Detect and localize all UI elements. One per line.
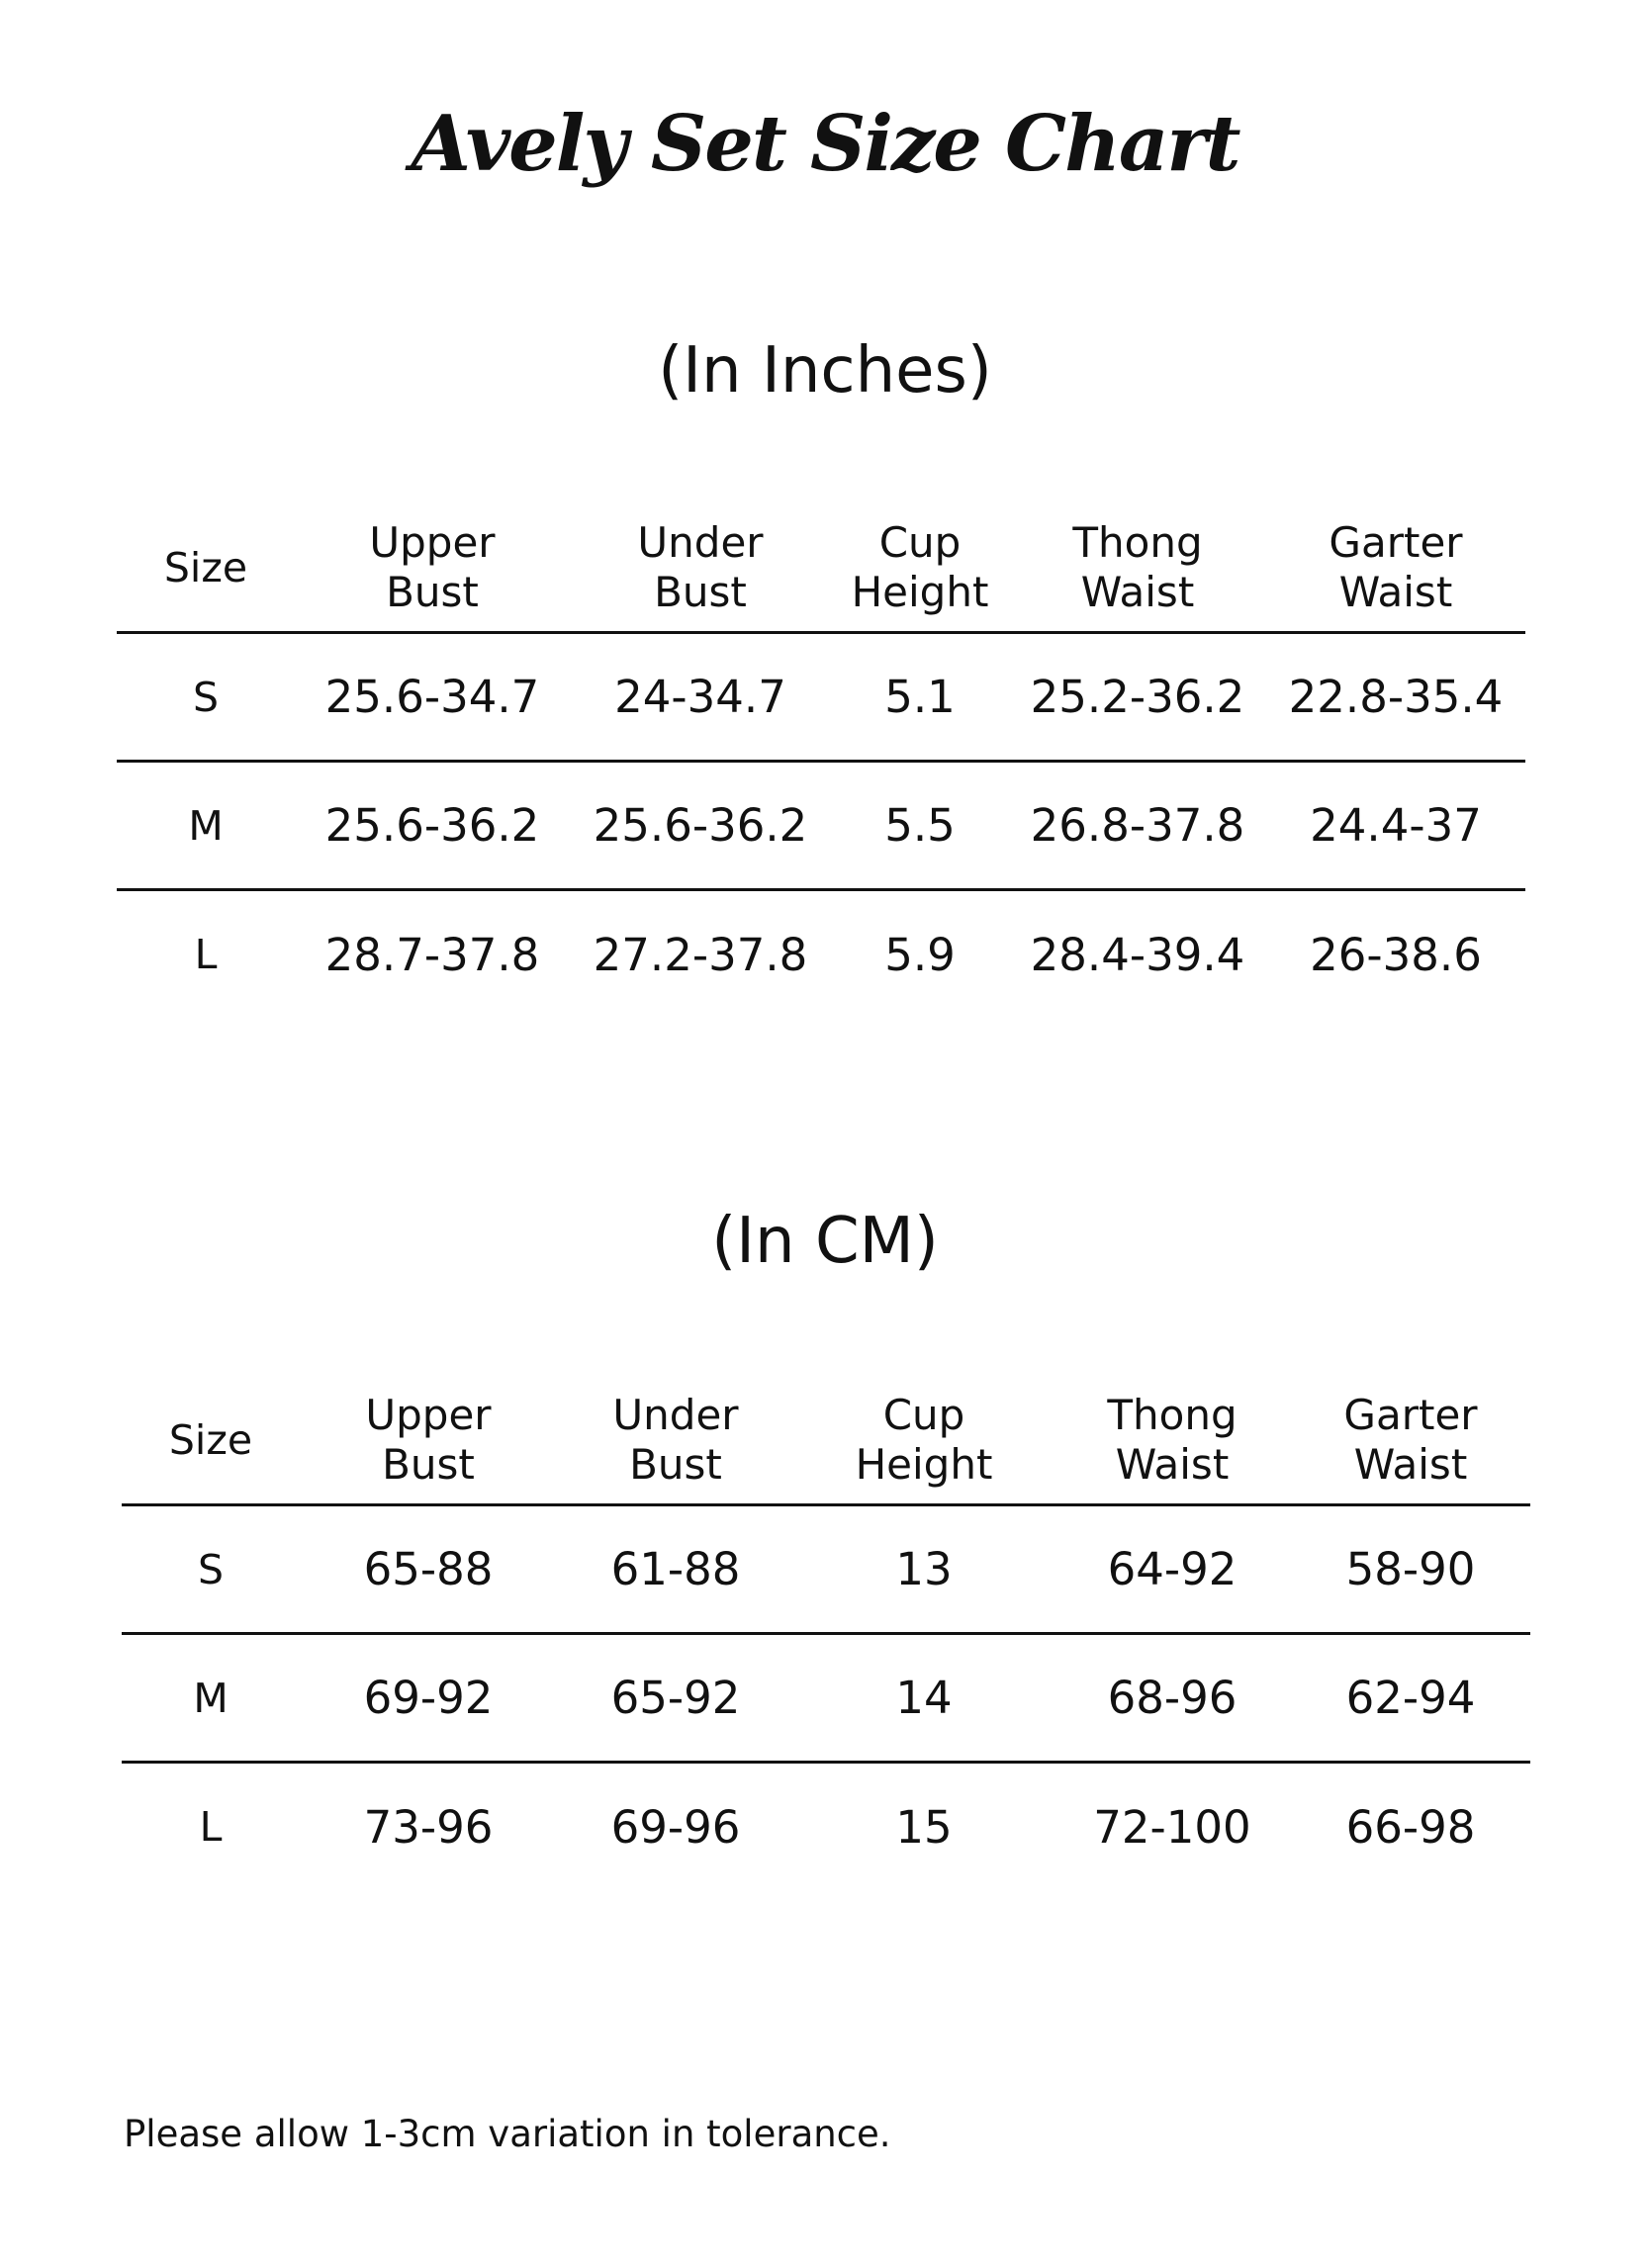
table-row — [122, 1505, 1530, 1634]
table-row — [122, 1763, 1530, 1891]
thong-waist-cell: 25.2-36.2 — [1030, 671, 1245, 723]
table-row — [117, 890, 1525, 1019]
cup-height-cell: 14 — [895, 1672, 953, 1724]
thong-waist-cell: 72-100 — [1093, 1800, 1251, 1854]
upper-bust-cell: 25.6-36.2 — [324, 799, 540, 852]
cm-size-table — [122, 1377, 1530, 1891]
column-header-garter-waist: Garter Waist — [1329, 518, 1463, 616]
column-header-thong-waist: Thong Waist — [1072, 518, 1203, 616]
garter-waist-cell: 22.8-35.4 — [1288, 671, 1504, 723]
column-header-garter-waist: Garter Waist — [1343, 1391, 1478, 1489]
cm-section-title: (In CM) — [711, 1205, 939, 1278]
under-bust-cell: 25.6-36.2 — [593, 799, 808, 852]
table-row — [117, 633, 1525, 762]
under-bust-cell: 69-96 — [610, 1800, 741, 1854]
size-cell: M — [188, 801, 224, 850]
column-header-thong-waist: Thong Waist — [1107, 1391, 1238, 1489]
column-header-under-bust: Under Bust — [612, 1391, 739, 1489]
column-header-upper-bust: Upper Bust — [365, 1391, 492, 1489]
under-bust-cell: 24-34.7 — [614, 671, 786, 723]
tolerance-note: Please allow 1-3cm variation in tolerance. — [124, 2113, 891, 2155]
column-header-under-bust: Under Bust — [637, 518, 764, 616]
under-bust-cell: 61-88 — [610, 1543, 741, 1595]
cup-height-cell: 5.5 — [884, 799, 956, 852]
upper-bust-cell: 73-96 — [363, 1800, 494, 1854]
upper-bust-cell: 28.7-37.8 — [324, 928, 540, 981]
cup-height-cell: 5.1 — [884, 671, 956, 723]
inches-section-title: (In Inches) — [658, 334, 992, 408]
upper-bust-cell: 65-88 — [363, 1543, 494, 1595]
upper-bust-cell: 25.6-34.7 — [324, 671, 540, 723]
column-header-cup-height: Cup Height — [855, 1391, 993, 1489]
size-cell: L — [199, 1803, 223, 1852]
page-title: Avely Set Size Chart — [411, 99, 1239, 189]
thong-waist-cell: 64-92 — [1107, 1543, 1238, 1595]
table-header-row — [122, 1377, 1530, 1505]
size-cell: S — [192, 673, 220, 721]
garter-waist-cell: 24.4-37 — [1310, 799, 1482, 852]
cup-height-cell: 15 — [895, 1800, 953, 1854]
cup-height-cell: 13 — [895, 1543, 953, 1595]
column-header-size: Size — [163, 544, 248, 591]
table-row — [117, 762, 1525, 890]
size-cell: S — [197, 1545, 225, 1593]
under-bust-cell: 27.2-37.8 — [593, 928, 808, 981]
garter-waist-cell: 58-90 — [1345, 1543, 1476, 1595]
column-header-size: Size — [168, 1416, 253, 1464]
garter-waist-cell: 62-94 — [1345, 1672, 1476, 1724]
cup-height-cell: 5.9 — [884, 928, 956, 981]
size-cell: L — [194, 931, 218, 979]
thong-waist-cell: 68-96 — [1107, 1672, 1238, 1724]
table-header-row — [117, 504, 1525, 633]
inches-size-table — [117, 504, 1525, 1019]
table-row — [122, 1634, 1530, 1763]
garter-waist-cell: 66-98 — [1345, 1800, 1476, 1854]
thong-waist-cell: 28.4-39.4 — [1030, 928, 1245, 981]
column-header-upper-bust: Upper Bust — [369, 518, 496, 616]
upper-bust-cell: 69-92 — [363, 1672, 494, 1724]
thong-waist-cell: 26.8-37.8 — [1030, 799, 1245, 852]
garter-waist-cell: 26-38.6 — [1310, 928, 1482, 981]
under-bust-cell: 65-92 — [610, 1672, 741, 1724]
size-cell: M — [193, 1674, 229, 1722]
column-header-cup-height: Cup Height — [851, 518, 989, 616]
